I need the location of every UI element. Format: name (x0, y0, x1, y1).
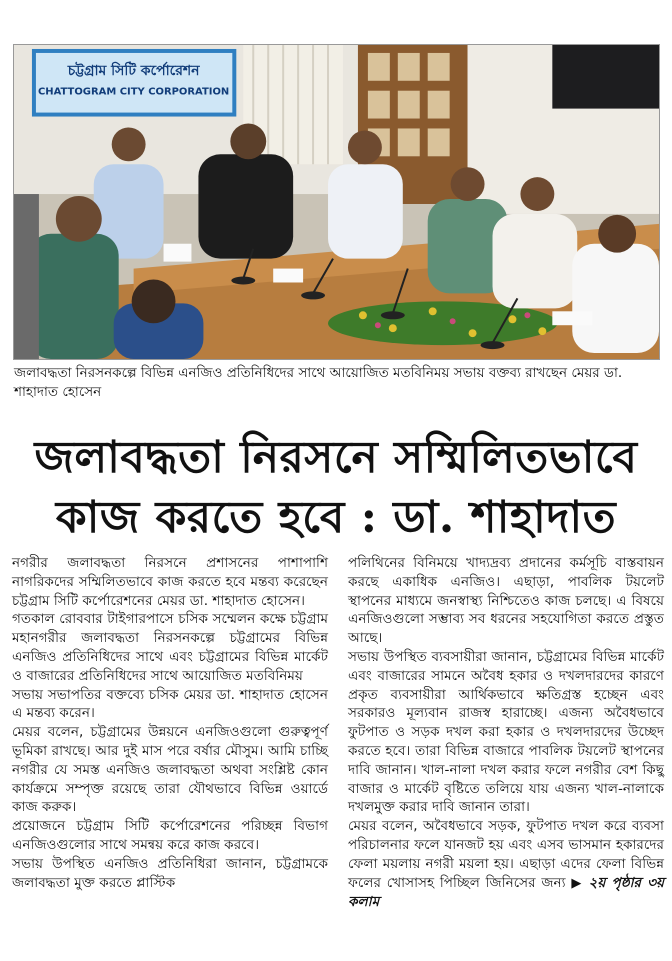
continuation-link[interactable]: ২য় পৃষ্ঠার ৩য় কলাম (348, 874, 664, 911)
continuation-arrow-icon: ▶ (571, 875, 583, 891)
paragraph: সভায় উপস্থিত এনজিও প্রতিনিধিরা জানান, চট্টগ্রামকে জলাবদ্ধতা মুক্ত করতে প্লাস্টিক (12, 855, 328, 891)
article-headline (0, 428, 672, 548)
paragraph: পলিথিনের বিনিময়ে খাদ্যদ্রব্য প্রদানের কর্মসূচি বাস্তবায়ন করছে একাধিক এনজিও। এছাড়া, পাবলিক টয়লেট স্থাপনের মাধ্যমে জনস্বাস্থ্য নিশ্চিতেও কাজ চলছে। এ বিষয়ে এনজিওগুলো সম্ভাব্য সব ধরনের সহযোগিতা করতে প্রস্তুত আছে। (348, 555, 664, 647)
photo-caption: জলাবদ্ধতা নিরসনকল্পে বিভিন্ন এনজিও প্রতিনিধিদের সাথে আয়োজিত মতবিনিময় সভায় বক্তব্য রাখছেন মেয়র ডা. শাহাদাত হোসেন (14, 365, 623, 400)
meeting-photo (14, 45, 659, 359)
article-photo (13, 44, 660, 360)
paragraph: মেয়র বলেন, চট্টগ্রামের উন্নয়নে এনজিওগুলো গুরুত্বপূর্ণ ভূমিকা রাখছে। আর দুই মাস পরে বর্ষার মৌসুম। আমি চাচ্ছি নগরীর যে সমস্ত এনজিও জলাবদ্ধতা অথবা সংশ্লিষ্ট কোন কার্যক্রমে সম্পৃক্ত রয়েছে তারা যৌথভাবে বিভিন্ন ওয়ার্ডে কাজ করুক। (12, 724, 328, 816)
banner-bn-text: চট্টগ্রাম সিটি কর্পোরেশন (67, 62, 200, 79)
paragraph (348, 817, 664, 912)
paragraph: প্রয়োজনে চট্টগ্রাম সিটি কর্পোরেশনের পরিচ্ছন্ন বিভাগ এনজিওগুলোর সাথে সমন্বয় করে কাজ করবে। (12, 818, 328, 853)
paragraph: সভায় সভাপতির বক্তব্যে চসিক মেয়র ডা. শাহাদাত হোসেন এ মন্তব্য করেন। (12, 686, 328, 722)
paragraph: গতকাল রোববার টাইগারপাসে চসিক সম্মেলন কক্ষে চট্টগ্রাম মহানগরীর জলাবদ্ধতা নিরসনকল্পে চট্টগ্রামের বিভিন্ন এনজিও প্রতিনিধিদের সাথে এবং চট্টগ্রামের বিভিন্ন মার্কেট ও বাজারের প্রতিনিধিদের সাথে আয়োজিত মতবিনিময় (12, 611, 328, 684)
headline-line-2: কাজ করতে হবে : ডা. শাহাদাত (55, 492, 617, 543)
article-column-left (12, 554, 328, 892)
headline-line-1: জলাবদ্ধতা নিরসনে সম্মিলিতভাবে (34, 432, 638, 483)
paragraph: সভায় উপস্থিত ব্যবসায়ীরা জানান, চট্টগ্রামের বিভিন্ন মার্কেট এবং বাজারের সামনে অবৈধ হকার ও দখলদারদের কারণে প্রকৃত ব্যবসায়ীরা আর্থিকভাবে ক্ষতিগ্রস্ত হচ্ছেন এবং সরকারও মূল্যবান রাজস্ব হারাচ্ছে। এজন্য অবৈধভাবে ফুটপাত ও সড়ক দখল করা হকার ও দখলদারদের উচ্ছেদ করতে হবে। তারা বিভিন্ন বাজারে পাবলিক টয়লেট স্থাপনের দাবি জানান। খাল-নালা দখল করার ফলে নগরীর বেশ কিছু বাজার ও মার্কেট বৃষ্টিতে তলিয়ে যায় এজন্য খাল-নালাকে দখলমুক্ত করার দাবি জানান তারা। (348, 648, 664, 816)
article-column-right (348, 554, 664, 912)
paragraph-text: মেয়র বলেন, অবৈধভাবে সড়ক, ফুটপাত দখল করে ব্যবসা পরিচালনার ফলে যানজট হয় এবং এসব ভাসমান হকারদের ফেলা ময়লায় নগরী ময়লা হয়। এছাড়া এদের ফেলা বিভিন্ন ফলের খোসাসহ পিচ্ছিল জিনিসের জন্য (348, 818, 664, 891)
paragraph: নগরীর জলাবদ্ধতা নিরসনে প্রশাসনের পাশাপাশি নাগরিকদের সম্মিলিতভাবে কাজ করতে হবে মন্তব্য করেছেন চট্টগ্রাম সিটি কর্পোরেশনের মেয়র ডা. শাহাদাত হোসেন। (12, 555, 328, 609)
banner-en-text: CHATTOGRAM CITY CORPORATION (37, 86, 230, 98)
